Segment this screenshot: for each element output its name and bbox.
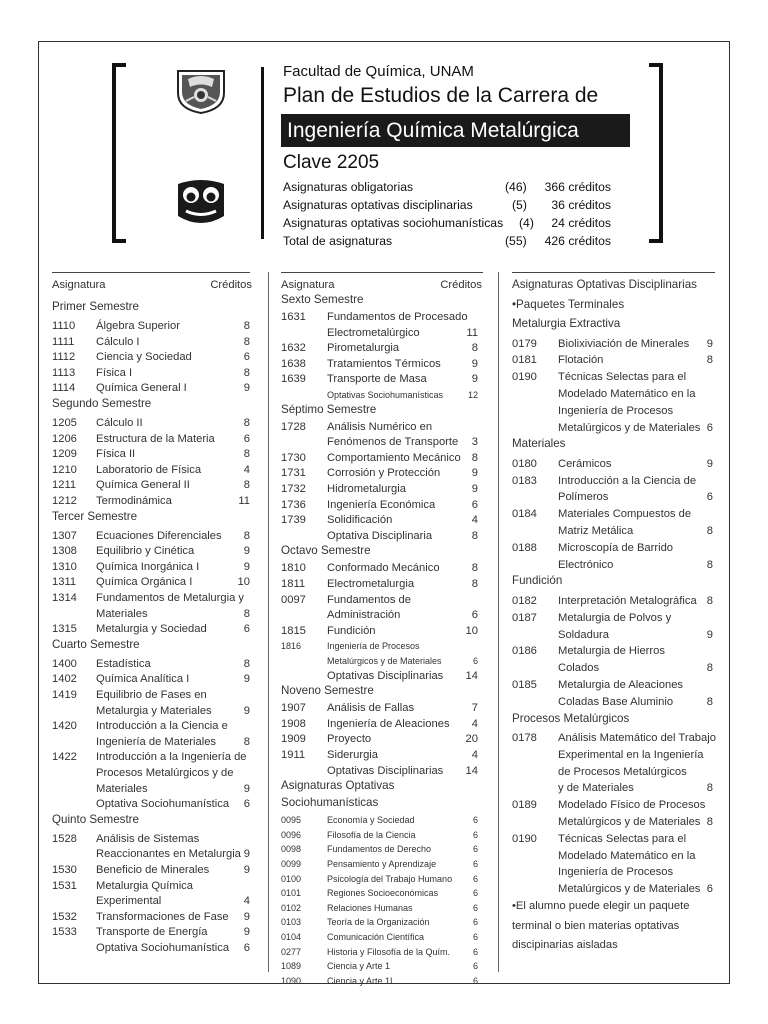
course-name: Equilibrio y Cinética xyxy=(96,545,195,558)
course-code: 0180 xyxy=(512,457,537,470)
course-code: 1632 xyxy=(281,342,306,355)
course-credits: 9 xyxy=(471,467,478,480)
course-name: Electrónico xyxy=(558,558,614,571)
course-name: Transformaciones de Fase xyxy=(96,910,229,923)
course-name: Ciencia y Sociedad xyxy=(96,351,192,364)
course-credits: 14 xyxy=(465,669,478,682)
column-header-left: Asignatura xyxy=(281,279,335,291)
course-name: Análisis de Sistemas xyxy=(96,832,200,845)
course-name: Fundición xyxy=(327,624,376,637)
course-credits: 9 xyxy=(243,848,250,861)
course-code: 1210 xyxy=(52,463,77,476)
course-code: 1089 xyxy=(281,961,302,972)
course-code: 1310 xyxy=(52,560,77,573)
plan-title: Plan de Estudios de la Carrera de xyxy=(283,84,599,107)
course-credits: 6 xyxy=(472,946,478,957)
course-credits: 10 xyxy=(465,624,478,637)
course-credits: 8 xyxy=(706,558,713,571)
course-name: Fundamentos de Procesado xyxy=(327,311,468,323)
course-code: 1308 xyxy=(52,545,77,558)
course-code: 1402 xyxy=(52,673,77,686)
course-credits: 3 xyxy=(471,436,478,449)
course-code: 1531 xyxy=(52,879,77,892)
course-name: Ciencia y Arte 1 xyxy=(327,961,391,972)
course-name: Equilibrio de Fases en xyxy=(96,689,207,701)
course-credits: 9 xyxy=(706,457,713,470)
course-name: Hidrometalurgia xyxy=(327,483,406,495)
course-name: Ingeniería de Procesos xyxy=(558,866,674,879)
course-credits: 11 xyxy=(238,495,250,507)
course-name: Reaccionantes en Metalurgia xyxy=(96,848,241,861)
course-code: 1732 xyxy=(281,483,306,495)
course-name: Optativa Sociohumanística xyxy=(96,798,230,811)
course-credits: 6 xyxy=(472,844,478,855)
course-credits: 8 xyxy=(706,782,713,795)
col3-rule xyxy=(512,272,715,273)
header-divider xyxy=(261,67,264,239)
course-code: 0182 xyxy=(512,594,537,607)
course-name: Fundamentos de Metalurgia y xyxy=(96,592,245,604)
course-credits: 6 xyxy=(472,917,478,928)
course-code: 1911 xyxy=(281,749,306,761)
course-code: 0098 xyxy=(281,844,302,855)
course-name: Optativa Disciplinaria xyxy=(327,529,433,542)
course-name: Análisis Matemático del Trabajo xyxy=(558,732,716,744)
course-credits: 14 xyxy=(465,764,478,777)
course-name: Siderurgia xyxy=(327,749,378,761)
semester-heading-text: Asignaturas Optativas xyxy=(281,779,395,793)
course-code: 1907 xyxy=(281,702,306,715)
course-credits: 8 xyxy=(706,525,713,537)
course-code: 1315 xyxy=(52,623,77,636)
course-code: 0095 xyxy=(281,815,302,826)
course-name: Biolixiviación de Minerales xyxy=(558,337,690,350)
course-code: 1639 xyxy=(281,373,306,386)
course-credits: 6 xyxy=(472,888,478,899)
left-bracket xyxy=(112,63,126,243)
course-credits: 6 xyxy=(472,656,478,666)
course-name: Teoría de la Organización xyxy=(327,917,430,928)
course-code: 0277 xyxy=(281,946,302,957)
course-code: 0099 xyxy=(281,859,302,869)
course-credits: 6 xyxy=(243,432,250,445)
col-divider xyxy=(498,272,499,972)
course-name: Modelado Físico de Procesos xyxy=(558,799,706,812)
column-header-right: Créditos xyxy=(210,279,252,291)
course-name: Química General II xyxy=(96,479,190,492)
course-name: Cálculo II xyxy=(96,417,143,429)
course-code: 1311 xyxy=(52,576,77,589)
course-code: 1815 xyxy=(281,624,306,637)
course-name: Ciencia y Arte 1I xyxy=(327,975,393,986)
summary-row: Total de asignaturas (55) 426 créditos xyxy=(283,234,611,248)
course-name: Química Inorgánica I xyxy=(96,560,200,573)
course-name: Pirometalurgia xyxy=(327,342,400,355)
course-code: 0104 xyxy=(281,932,302,942)
credits-summary xyxy=(283,178,619,250)
course-name: Metalurgia de Polvos y xyxy=(558,611,672,624)
course-code: 0189 xyxy=(512,799,537,812)
course-name: y de Materiales xyxy=(558,782,634,795)
course-name: Cálculo I xyxy=(96,335,140,348)
course-credits: 8 xyxy=(243,607,250,620)
course-credits: 6 xyxy=(472,961,478,972)
course-name: Flotación xyxy=(558,354,604,367)
course-code: 1212 xyxy=(52,495,77,507)
course-code: 1205 xyxy=(52,417,77,429)
course-name: Procesos Metalúrgicos y de xyxy=(96,767,234,779)
course-name: Cerámicos xyxy=(558,457,612,470)
faculty-title: Facultad de Química, UNAM xyxy=(283,63,474,80)
course-code: 1111 xyxy=(52,335,75,348)
course-name: Pensamiento y Aprendizaje xyxy=(327,859,437,869)
owl-logo-icon xyxy=(176,178,226,228)
course-name: Técnicas Selectas para el xyxy=(558,832,687,845)
course-credits: 6 xyxy=(706,421,713,434)
course-code: 1816 xyxy=(281,641,302,652)
course-code: 1420 xyxy=(52,720,77,733)
course-name: Análisis Numérico en xyxy=(327,420,433,433)
course-name: Ingeniería de Procesos xyxy=(558,404,674,417)
course-name: Modelado Matemático en la xyxy=(558,387,696,400)
course-name: Administración xyxy=(327,609,401,622)
course-credits: 7 xyxy=(471,702,478,715)
course-credits: 4 xyxy=(243,463,250,476)
course-name: Materiales xyxy=(96,607,148,620)
course-code: 0103 xyxy=(281,917,302,928)
course-name: Materiales Compuestos de xyxy=(558,508,692,521)
clave-label: Clave 2205 xyxy=(283,152,380,173)
course-code: 1528 xyxy=(52,832,77,845)
course-credits: 4 xyxy=(243,895,250,908)
course-code: 1209 xyxy=(52,448,77,461)
course-code: 0100 xyxy=(281,873,302,884)
course-name: Materiales xyxy=(96,782,148,795)
course-code: 1909 xyxy=(281,733,306,746)
course-name: Optativas Disciplinarias xyxy=(327,669,444,682)
semester-heading-text: Metalurgia Extractiva xyxy=(512,317,621,330)
course-code: 1112 xyxy=(52,351,76,364)
course-code: 1314 xyxy=(52,592,77,604)
course-name: Metalurgia y Materiales xyxy=(96,704,212,717)
course-name: Análisis de Fallas xyxy=(327,702,415,715)
course-credits: 8 xyxy=(471,562,478,575)
course-name: Electrometalúrgico xyxy=(327,326,420,339)
course-name: Estadística xyxy=(96,657,151,670)
course-name: Ecuaciones Diferenciales xyxy=(96,529,222,542)
course-name: Economía y Sociedad xyxy=(327,815,415,826)
course-code: 0179 xyxy=(512,337,537,350)
course-credits: 6 xyxy=(243,351,250,364)
course-name: Colados xyxy=(558,662,600,675)
course-name: Relaciones Humanas xyxy=(327,902,413,913)
course-name: Regiones Socioeconómicas xyxy=(327,888,439,899)
course-code: 0184 xyxy=(512,508,537,521)
course-name: Fundamentos de xyxy=(327,593,411,606)
right-bracket xyxy=(649,63,663,243)
course-credits: 8 xyxy=(243,448,250,461)
course-credits: 8 xyxy=(243,735,250,748)
course-credits: 8 xyxy=(706,816,713,828)
course-code: 1811 xyxy=(281,578,306,590)
course-code: 0190 xyxy=(512,832,537,845)
semester-heading-text: Primer Semestre xyxy=(52,300,139,313)
course-name: Filosofía de la Ciencia xyxy=(327,829,416,840)
summary-row: Asignaturas optativas sociohumanísticas (4) 24 créditos xyxy=(283,216,611,230)
course-credits: 9 xyxy=(243,782,250,795)
course-credits: 12 xyxy=(467,390,478,400)
course-credits: 9 xyxy=(243,910,250,923)
course-code: 0190 xyxy=(512,371,537,384)
course-code: 0102 xyxy=(281,902,302,913)
course-name: Experimental en la Ingeniería xyxy=(558,748,704,761)
course-name: Experimental xyxy=(96,895,162,908)
course-credits: 6 xyxy=(472,932,478,942)
course-name: Electrometalurgia xyxy=(327,578,415,590)
summary-row: Asignaturas obligatorias (46) 366 créditos xyxy=(283,180,611,194)
course-code: 1114 xyxy=(52,382,76,395)
course-name: Ingeniería de Procesos xyxy=(327,641,420,652)
course-credits: 8 xyxy=(706,695,713,708)
course-code: 1419 xyxy=(52,689,77,701)
unam-seal-icon xyxy=(174,67,228,115)
course-name: de Procesos Metalúrgicos xyxy=(558,765,687,778)
course-code: 0178 xyxy=(512,732,537,744)
course-name: Comunicación Científica xyxy=(327,932,425,942)
course-name: Metalurgia de Hierros xyxy=(558,645,665,658)
column-header-left: Asignatura xyxy=(52,279,106,291)
course-code: 1532 xyxy=(52,910,77,923)
course-credits: 4 xyxy=(471,514,478,527)
course-credits: 6 xyxy=(472,975,478,986)
course-credits: 9 xyxy=(243,704,250,717)
semester-heading-text: Sexto Semestre xyxy=(281,293,364,306)
course-name: Termodinámica xyxy=(96,495,172,507)
course-credits: 8 xyxy=(243,335,250,348)
course-name: Física II xyxy=(96,448,136,461)
course-code: 1638 xyxy=(281,357,306,370)
course-code: 1631 xyxy=(281,311,306,323)
course-name: Transporte de Masa xyxy=(327,373,427,386)
course-credits: 9 xyxy=(706,337,713,350)
course-credits: 9 xyxy=(471,483,478,495)
course-code: 0188 xyxy=(512,541,537,554)
course-credits: 9 xyxy=(471,357,478,370)
course-code: 0096 xyxy=(281,829,302,840)
course-code: 0187 xyxy=(512,611,537,624)
course-code: 0183 xyxy=(512,474,537,487)
course-name: Metalurgia Química xyxy=(96,879,193,892)
course-name: Introducción a la Ingeniería de xyxy=(96,751,247,764)
col2-rule xyxy=(281,272,483,273)
course-code: 1533 xyxy=(52,926,77,939)
course-name: Estructura de la Materia xyxy=(96,432,215,445)
course-code: 1731 xyxy=(281,467,306,480)
col1-rule xyxy=(52,272,250,273)
semester-heading-text: Asignaturas Optativas Disciplinarias xyxy=(512,278,697,291)
course-credits: 6 xyxy=(472,815,478,826)
course-name: Metalúrgicos y de Materiales xyxy=(327,656,442,666)
column-header-right: Créditos xyxy=(440,279,482,291)
course-name: Optativas Disciplinarias xyxy=(327,764,444,777)
course-credits: 6 xyxy=(243,798,250,811)
course-code: 0181 xyxy=(512,354,537,367)
course-credits: 6 xyxy=(472,902,478,913)
course-code: 1211 xyxy=(52,479,77,492)
semester-heading-text: Sociohumanísticas xyxy=(281,796,379,810)
course-credits: 6 xyxy=(243,623,250,636)
course-name: Tratamientos Térmicos xyxy=(327,357,441,370)
course-name: Metalúrgicos y de Materiales xyxy=(558,816,701,828)
course-credits: 4 xyxy=(471,749,478,761)
course-credits: 8 xyxy=(706,594,713,607)
course-name: Interpretación Metalográfica xyxy=(558,594,697,607)
course-credits: 9 xyxy=(243,864,250,876)
course-credits: 10 xyxy=(237,576,250,589)
course-code: 1400 xyxy=(52,657,77,670)
course-code: 1206 xyxy=(52,432,77,445)
semester-heading-text: Quinto Semestre xyxy=(52,812,139,826)
course-name: Microscopía de Barrido xyxy=(558,541,674,554)
course-name: Matriz Metálica xyxy=(558,525,634,537)
course-code: 0097 xyxy=(281,593,306,606)
course-credits: 6 xyxy=(706,491,713,504)
career-title: Ingeniería Química Metalúrgica xyxy=(281,114,630,147)
course-credits: 8 xyxy=(243,657,250,670)
course-credits: 6 xyxy=(472,873,478,884)
course-credits: 9 xyxy=(243,926,250,939)
semester-heading-text: •Paquetes Terminales xyxy=(512,297,625,311)
course-name: Soldadura xyxy=(558,628,610,641)
course-code: 1736 xyxy=(281,498,306,511)
semester-heading-text: Materiales xyxy=(512,437,566,451)
course-code: 1530 xyxy=(52,864,77,876)
course-credits: 9 xyxy=(243,560,250,573)
course-code: 1090 xyxy=(281,975,302,986)
course-credits: 9 xyxy=(243,382,250,395)
course-code: 0185 xyxy=(512,678,537,691)
course-name: Metalúrgicos y de Materiales xyxy=(558,883,701,896)
course-credits: 8 xyxy=(243,417,250,429)
course-name: Coladas Base Aluminio xyxy=(558,695,674,708)
course-code: 1728 xyxy=(281,420,306,433)
course-code: 1908 xyxy=(281,717,306,730)
course-credits: 8 xyxy=(471,342,478,355)
course-name: Optativas Sociohumanísticas xyxy=(327,390,444,400)
course-name: Beneficio de Minerales xyxy=(96,864,210,876)
course-name: Modelado Matemático en la xyxy=(558,849,696,862)
course-name: Solidificación xyxy=(327,514,393,527)
semester-heading-text: Segundo Semestre xyxy=(52,397,152,410)
course-code: 1113 xyxy=(52,366,76,379)
course-credits: 8 xyxy=(471,451,478,464)
semester-heading-text: Séptimo Semestre xyxy=(281,402,377,416)
course-credits: 8 xyxy=(243,366,250,379)
course-name: Historia y Filosofía de la Quím. xyxy=(327,946,451,957)
course-name: Transporte de Energía xyxy=(96,926,208,939)
semester-heading-text: Fundición xyxy=(512,574,563,588)
course-credits: 6 xyxy=(472,859,478,869)
course-credits: 8 xyxy=(471,578,478,590)
course-name: Fundamentos de Derecho xyxy=(327,844,432,855)
course-name: Física I xyxy=(96,366,133,379)
course-name: Polímeros xyxy=(558,491,609,504)
summary-row: Asignaturas optativas disciplinarias (5) 36 créditos xyxy=(283,198,611,212)
course-credits: 8 xyxy=(243,479,250,492)
course-name: Introducción a la Ciencia e xyxy=(96,720,228,733)
course-code: 1810 xyxy=(281,562,306,575)
course-credits: 8 xyxy=(243,320,250,332)
course-code: 1422 xyxy=(52,751,77,764)
course-credits: 9 xyxy=(706,628,713,641)
course-credits: 6 xyxy=(243,942,250,954)
course-name: Corrosión y Protección xyxy=(327,467,441,480)
course-name: Introducción a la Ciencia de xyxy=(558,474,697,487)
course-name: Proyecto xyxy=(327,733,372,746)
course-code: 1730 xyxy=(281,451,306,464)
course-name: Psicología del Trabajo Humano xyxy=(327,873,453,884)
course-credits: 8 xyxy=(706,662,713,675)
semester-heading-text: Noveno Semestre xyxy=(281,684,374,698)
note-text: terminal o bien materias optativas xyxy=(512,919,680,932)
course-credits: 8 xyxy=(706,354,713,367)
note-text: •El alumno puede elegir un paquete xyxy=(512,900,690,912)
course-credits: 6 xyxy=(472,829,478,840)
semester-heading-text: Tercer Semestre xyxy=(52,509,138,523)
course-name: Metalurgia de Aleaciones xyxy=(558,678,684,691)
course-credits: 11 xyxy=(466,326,478,339)
course-credits: 4 xyxy=(471,717,478,730)
note-text: discipinarias aisladas xyxy=(512,939,618,951)
course-name: Álgebra Superior xyxy=(96,320,180,332)
course-name: Metalúrgicos y de Materiales xyxy=(558,421,701,434)
course-code: 0186 xyxy=(512,645,537,658)
course-name: Laboratorio de Física xyxy=(96,463,202,476)
course-credits: 20 xyxy=(465,733,478,746)
course-name: Ingeniería de Materiales xyxy=(96,735,217,748)
course-name: Ingeniería de Aleaciones xyxy=(327,717,450,730)
semester-heading-text: Octavo Semestre xyxy=(281,544,371,558)
semester-heading-text: Cuarto Semestre xyxy=(52,637,140,651)
course-credits: 8 xyxy=(243,529,250,542)
course-code: 0101 xyxy=(281,888,302,899)
course-name: Fenómenos de Transporte xyxy=(327,436,459,449)
course-code: 1739 xyxy=(281,514,306,527)
course-name: Metalurgia y Sociedad xyxy=(96,623,207,636)
col-divider xyxy=(268,272,269,972)
course-name: Química Orgánica I xyxy=(96,576,193,589)
course-credits: 8 xyxy=(471,529,478,542)
course-code: 1110 xyxy=(52,320,76,332)
course-credits: 6 xyxy=(471,498,478,511)
course-name: Ingeniería Económica xyxy=(327,498,436,511)
course-credits: 9 xyxy=(243,545,250,558)
course-name: Química Analítica I xyxy=(96,673,190,686)
semester-heading-text: Procesos Metalúrgicos xyxy=(512,711,630,725)
course-name: Comportamiento Mecánico xyxy=(327,451,461,464)
course-name: Optativa Sociohumanística xyxy=(96,942,230,954)
course-name: Conformado Mecánico xyxy=(327,562,440,575)
course-credits: 6 xyxy=(471,609,478,622)
course-name: Química General I xyxy=(96,382,187,395)
course-credits: 6 xyxy=(706,883,713,896)
course-code: 1307 xyxy=(52,529,77,542)
course-name: Técnicas Selectas para el xyxy=(558,371,687,384)
course-credits: 9 xyxy=(471,373,478,386)
course-credits: 9 xyxy=(243,673,250,686)
